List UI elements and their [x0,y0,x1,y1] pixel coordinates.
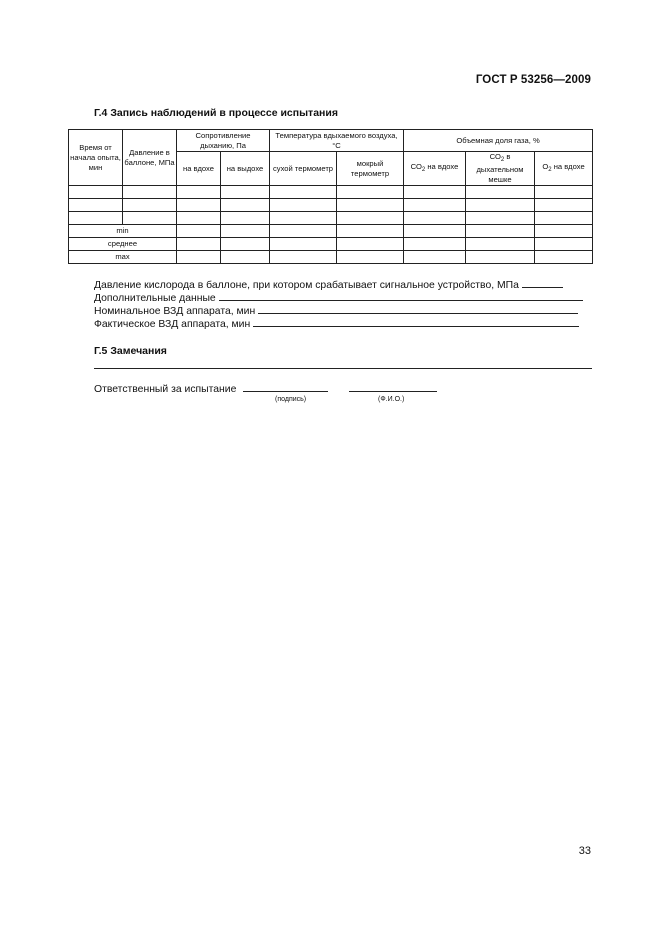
field-additional-data [94,290,592,304]
field-nominal-vzd [94,303,592,317]
sub-header-exhale: на выдохе [221,152,270,186]
name-caption: (Ф.И.О.) [378,396,405,403]
col-header-pressure: Давление в баллоне, МПа [123,130,177,186]
co2-inhale-text: СО [410,162,422,171]
remarks-line[interactable] [94,368,592,369]
field-signal-pressure-blank[interactable] [522,277,563,288]
row-label-average: среднее [69,238,177,251]
signature-caption: (подпись) [275,396,307,403]
table-row-min [69,225,593,238]
co2-inhale-subscript: 2 [421,167,426,173]
field-actual-vzd-label: Фактическое ВЗД аппарата, мин [94,319,251,330]
section-title-g4: Г.4 Запись наблюдений в процессе испытания [94,107,338,119]
section-title-g5: Г.5 Замечания [94,345,167,357]
sub-header-o2-inhale [535,152,593,186]
sub-header-co2-bag [466,152,535,186]
group-header-gas: Объемная доля газа, % [404,130,593,152]
field-additional-data-blank[interactable] [219,290,583,301]
field-actual-vzd [94,316,592,330]
co2-bag-text: СО [489,152,501,161]
sub-header-inhale: на вдохе [177,152,221,186]
o2-inhale-suffix: на вдохе [551,162,585,171]
table-row [69,212,593,225]
co2-bag-suffix: в дыхательном мешке [476,152,524,184]
field-additional-data-label: Дополнительные данные [94,293,216,304]
name-blank[interactable] [349,381,437,392]
table-row-max [69,251,593,264]
field-nominal-vzd-label: Номинальное ВЗД аппарата, мин [94,306,256,317]
document-code: ГОСТ Р 53256—2009 [475,74,591,86]
field-signal-pressure-label: Давление кислорода в баллоне, при котором срабатывает сигнальное устройство, МПа [94,280,519,291]
signature-block [94,381,437,395]
row-label-max: max [69,251,177,264]
sub-header-wet-thermometer: мокрый термометр [337,152,404,186]
signature-label: Ответственный за испытание [94,384,237,395]
field-nominal-vzd-blank[interactable] [258,303,578,314]
observation-table [68,129,593,264]
group-header-temperature: Температура вдыхаемого воздуха, °С [270,130,404,152]
page-number: 33 [578,845,591,857]
co2-bag-subscript: 2 [500,157,505,163]
o2-inhale-subscript: 2 [548,167,552,173]
field-actual-vzd-blank[interactable] [253,316,579,327]
row-label-min: min [69,225,177,238]
table-row [69,186,593,199]
group-header-resistance: Сопротивление дыханию, Па [177,130,270,152]
table-row-average [69,238,593,251]
col-header-time: Время от начала опыта, мин [69,130,123,186]
co2-inhale-suffix: на вдохе [425,162,459,171]
table-row [69,199,593,212]
sub-header-co2-inhale [404,152,466,186]
signature-blank[interactable] [243,381,328,392]
sub-header-dry-thermometer: сухой термометр [270,152,337,186]
o2-inhale-text: О [542,162,549,171]
field-signal-pressure [94,277,592,291]
